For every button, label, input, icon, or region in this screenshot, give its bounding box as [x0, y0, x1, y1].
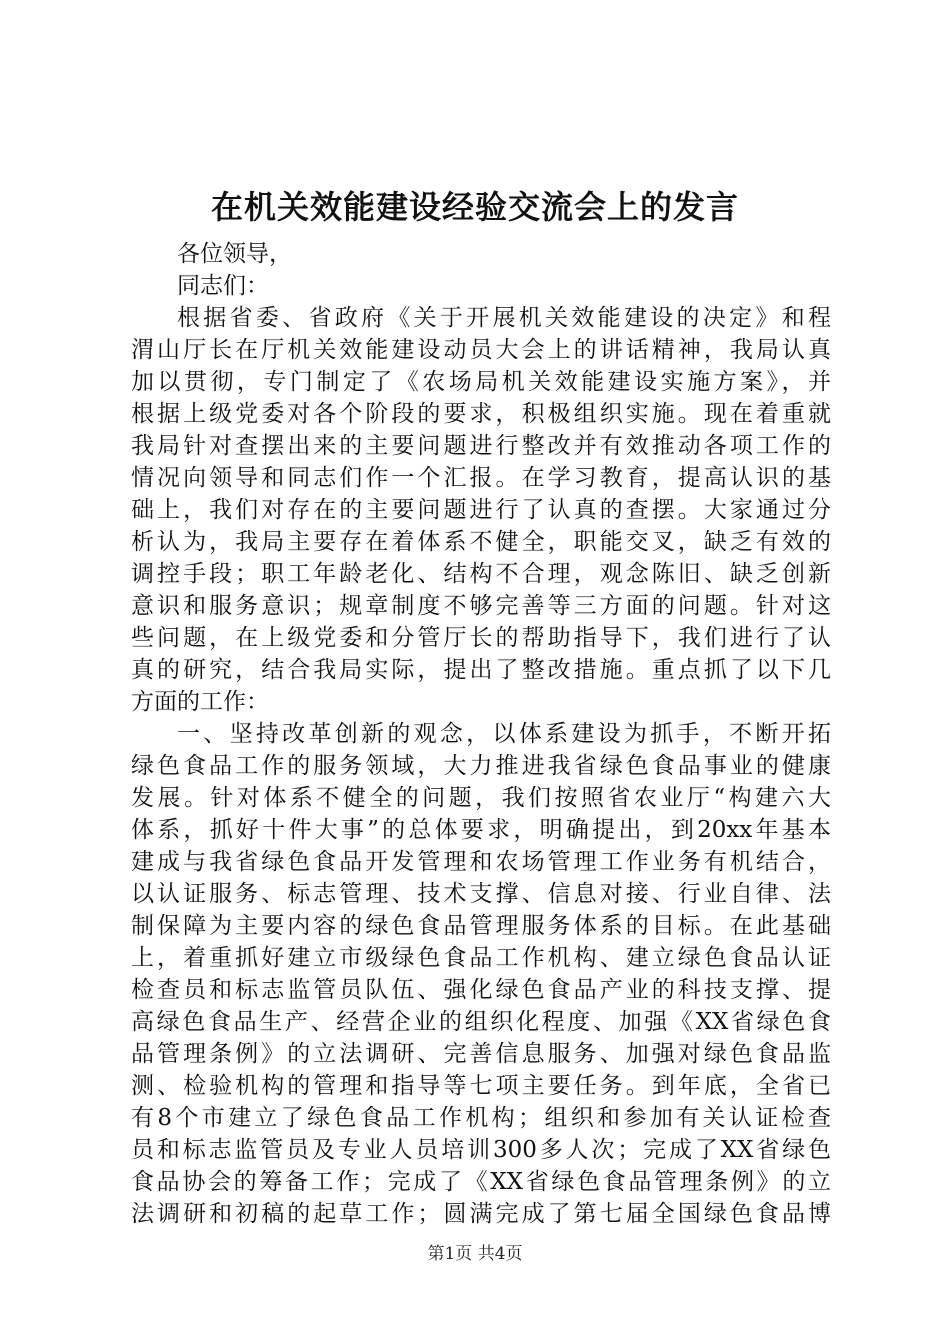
paragraph-line: 根据上级党委对各个阶段的要求，积极组织实施。现在着重就 [131, 401, 831, 427]
paragraph-line: 真的研究，结合我局实际，提出了整改措施。重点抓了以下几 [131, 657, 831, 683]
paragraph-line: 加以贯彻，专门制定了《农场局机关效能建设实施方案》，并 [131, 369, 831, 395]
salutation-line: 各位领导， [177, 241, 292, 267]
paragraph-line: 础上，我们对存在的主要问题进行了认真的查摆。大家通过分 [131, 497, 831, 523]
paragraph-line: 情况向领导和同志们作一个汇报。在学习教育，提高认识的基 [131, 465, 831, 491]
paragraph-line: 测、检验机构的管理和指导等七项主要任务。到年底，全省已 [131, 1073, 831, 1099]
paragraph-line: 有8个市建立了绿色食品工作机构；组织和参加有关认证检查 [131, 1105, 831, 1131]
paragraph-line: 调控手段；职工年龄老化、结构不合理，观念陈旧、缺乏创新 [131, 561, 831, 587]
paragraph-line: 检查员和标志监管员队伍、强化绿色食品产业的科技支撑、提 [131, 977, 831, 1003]
paragraph-line: 食品协会的筹备工作；完成了《XX省绿色食品管理条例》的立 [131, 1169, 831, 1195]
paragraph-line: 以认证服务、标志管理、技术支撑、信息对接、行业自律、法 [131, 881, 831, 907]
paragraph-line: 建成与我省绿色食品开发管理和农场管理工作业务有机结合， [131, 849, 831, 875]
paragraph-line: 我局针对查摆出来的主要问题进行整改并有效推动各项工作的 [131, 433, 831, 459]
paragraph-line: 意识和服务意识；规章制度不够完善等三方面的问题。针对这 [131, 593, 831, 619]
document-body [131, 238, 831, 1230]
paragraph-line: 品管理条例》的立法调研、完善信息服务、加强对绿色食品监 [131, 1041, 831, 1067]
paragraph-line: 体系，抓好十件大事”的总体要求，明确提出，到20xx年基本 [131, 817, 831, 843]
paragraph-line: 高绿色食品生产、经营企业的组织化程度、加强《XX省绿色食 [131, 1009, 831, 1035]
paragraph-line: 些问题，在上级党委和分管厅长的帮助指导下，我们进行了认 [131, 625, 831, 651]
paragraph-line: 方面的工作： [131, 689, 269, 715]
document-title: 在机关效能建设经验交流会上的发言 [210, 188, 739, 226]
paragraph-line: 一、坚持改革创新的观念，以体系建设为抓手，不断开拓 [177, 721, 831, 747]
paragraph-line: 绿色食品工作的服务领域，大力推进我省绿色食品事业的健康 [131, 753, 831, 779]
paragraph-line: 析认为，我局主要存在着体系不健全，职能交叉，缺乏有效的 [131, 529, 831, 555]
paragraph-line: 法调研和初稿的起草工作；圆满完成了第七届全国绿色食品博 [131, 1201, 831, 1227]
paragraph-line: 渭山厅长在厅机关效能建设动员大会上的讲话精神，我局认真 [131, 337, 831, 363]
paragraph-line: 制保障为主要内容的绿色食品管理服务体系的目标。在此基础 [131, 913, 831, 939]
salutation-line: 同志们： [177, 273, 269, 299]
paragraph-line: 根据省委、省政府《关于开展机关效能建设的决定》和程 [177, 305, 831, 331]
page-footer: 第1页 共4页 [427, 1244, 523, 1264]
paragraph-line: 上，着重抓好建立市级绿色食品工作机构、建立绿色食品认证 [131, 945, 831, 971]
paragraph-line: 员和标志监管员及专业人员培训300多人次；完成了XX省绿色 [131, 1137, 831, 1163]
paragraph-line: 发展。针对体系不健全的问题，我们按照省农业厅“构建六大 [131, 785, 831, 811]
